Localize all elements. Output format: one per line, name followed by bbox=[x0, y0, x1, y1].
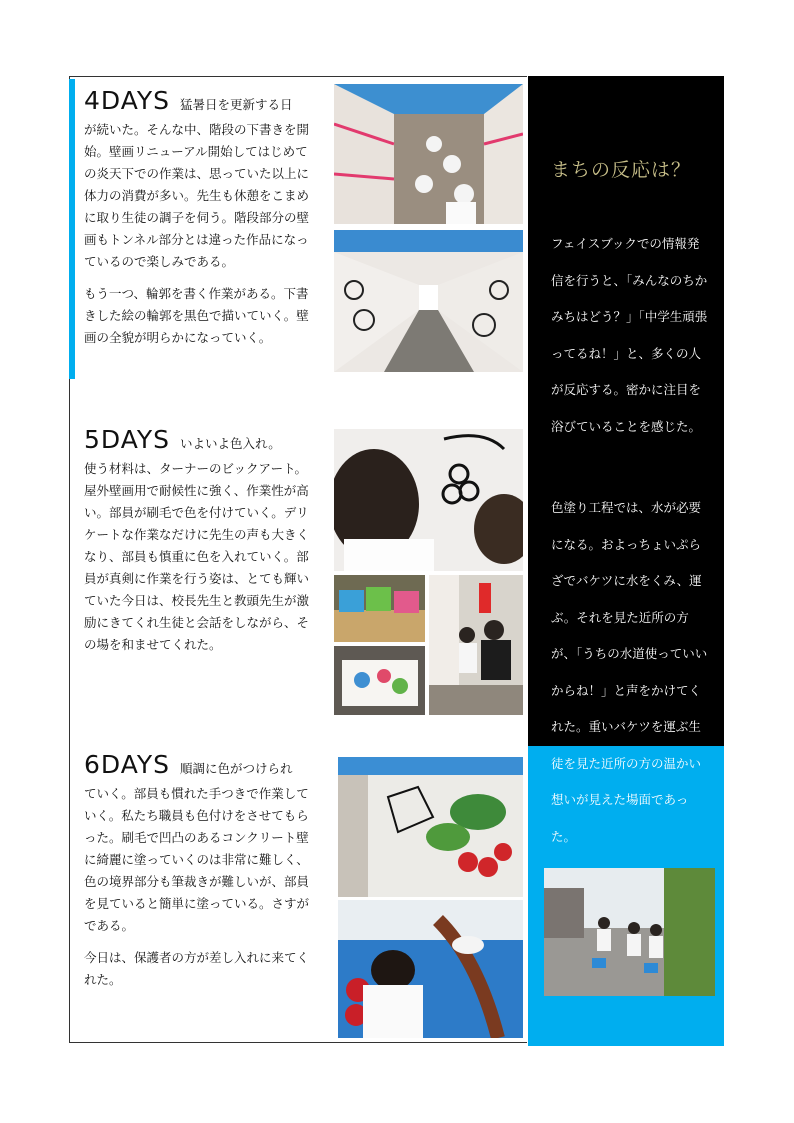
paragraph: 使う材料は、ターナーのビックアート。屋外壁画用で耐候性に強く、作業性が高い。部員が刷毛で色を付けていく。デリケートな作業なだけに先生の声も大きくなり、部員も慎重に色を入れていく。部員が真剣に作業を行う姿は、とても輝いていた今日は、校長先生と教頭先生が激励にきてくれ生徒と会話をしながら、その場を和ませてくれた。 bbox=[84, 461, 310, 652]
days-label: 6DAYS bbox=[84, 750, 171, 779]
heading-text: 順調に色がつけられ bbox=[180, 761, 293, 776]
accent-bar bbox=[69, 79, 75, 379]
photo-sketch-paper bbox=[334, 646, 425, 715]
heading-text: 猛暑日を更新する日 bbox=[180, 97, 293, 112]
photo-mural-cherries bbox=[338, 757, 523, 897]
section-heading bbox=[84, 86, 310, 115]
section-5days bbox=[84, 425, 310, 656]
days-label: 5DAYS bbox=[84, 425, 171, 454]
section-heading bbox=[84, 425, 310, 454]
photo-carrying-buckets bbox=[544, 868, 715, 996]
paragraph: が続いた。そんな中、階段の下書きを開始。壁画リニューアル開始してはじめての炎天下での作業は、思っていた以上に体力の消費が多い。先生も休憩をこまめに取り生徒の調子を伺う。階段部分の壁画もトンネル部分とは違った作品になっているので楽しみである。 bbox=[84, 122, 310, 269]
photo-painting-grapes bbox=[334, 429, 523, 571]
photo-tunnel-outline bbox=[334, 230, 523, 372]
section-heading bbox=[84, 750, 310, 779]
sidebar-paragraph: フェイスブックでの情報発信を行うと、「みんなのちかみちはどう？」「中学生頑張ってるね！」と、多くの人が反応する。密かに注目を浴びていることを感じた。 bbox=[551, 236, 708, 434]
photo-student-painting bbox=[338, 900, 523, 1038]
heading-text: いよいよ色入れ。 bbox=[180, 436, 281, 451]
photo-paint-buckets bbox=[334, 575, 425, 642]
days-label: 4DAYS bbox=[84, 86, 171, 115]
photo-stairs-students bbox=[334, 84, 523, 224]
section-4days bbox=[84, 86, 310, 349]
sidebar-title: まちの反応は？ bbox=[551, 159, 692, 181]
section-6days bbox=[84, 750, 310, 991]
paragraph: ていく。部員も慣れた手つきで作業していく。私たち職員も色付けをさせてもらった。刷毛で凹凸のあるコンクリート壁に綺麗に塗っていくのは非常に難しく、色の境界部分も筆裁きが難しいが、部員を見ていると簡単に塗っている。さすがである。 bbox=[84, 786, 310, 933]
paragraph: 今日は、保護者の方が差し入れに来てくれた。 bbox=[84, 950, 310, 987]
paragraph: もう一つ、輪郭を書く作業がある。下書きした絵の輪郭を黒色で描いていく。壁画の全貌が明らかになっていく。 bbox=[84, 286, 309, 345]
sidebar-paragraph: 色塗り工程では、水が必要になる。およっちょいぷらざでバケツに水をくみ、運ぶ。それを見た近所の方が、「うちの水道使っていいからね！」と声をかけてくれた。重いバケツを運ぶ生徒を見た近所の方の温かい想いが見えた場面であった。 bbox=[551, 500, 708, 844]
photo-students-at-wall bbox=[429, 575, 523, 715]
